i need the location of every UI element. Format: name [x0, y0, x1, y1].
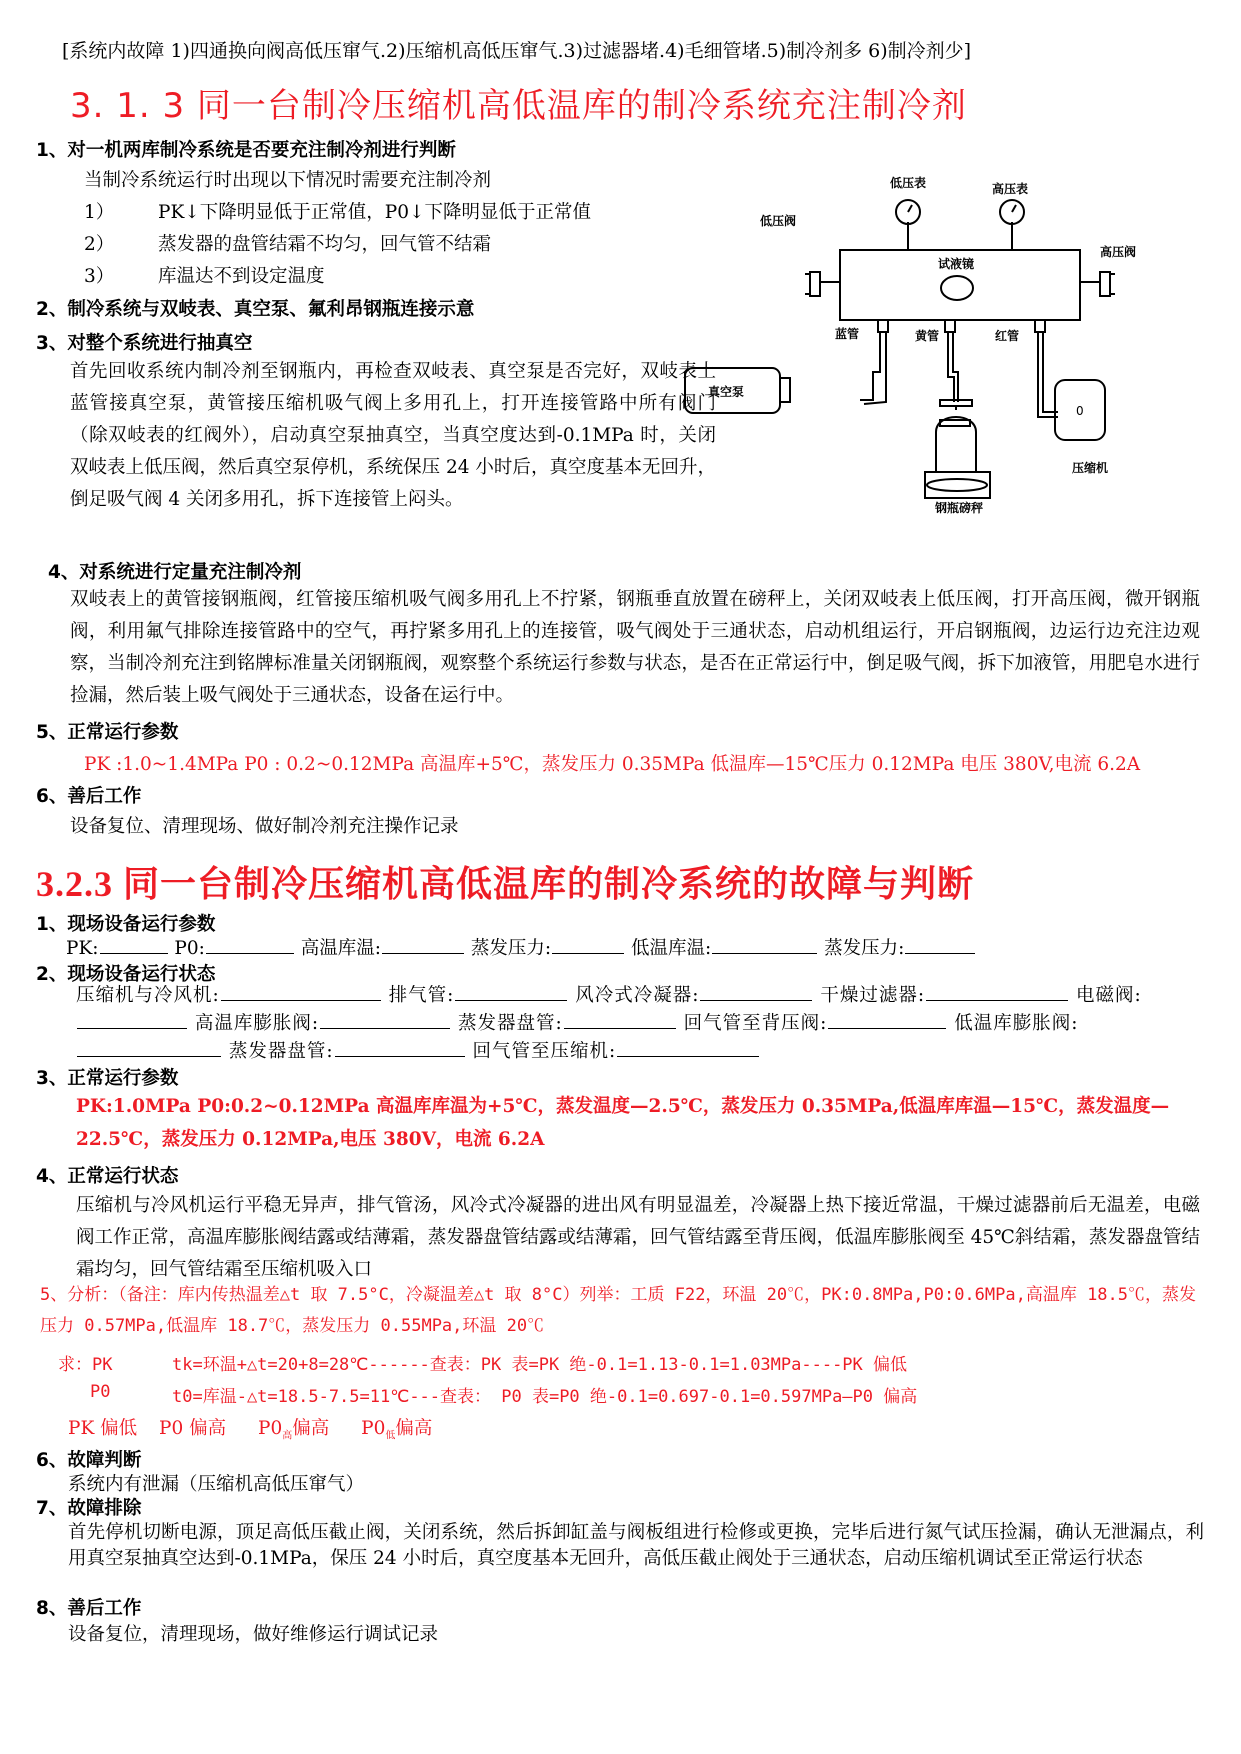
label-pk: PK:: [66, 938, 99, 959]
label-red-hose: 红管: [995, 329, 1020, 343]
s2-heading-6: 6、故障判断: [36, 1450, 142, 1471]
s2-heading-7: 7、故障排除: [36, 1498, 142, 1519]
charge-paragraph: 双岐表上的黄管接钢瓶阀，红管接压缩机吸气阀多用孔上不拧紧，钢瓶垂直放置在磅秤上，关闭双岐表上低压阀，打开高压阀，微开钢瓶阀，利用氟气排除连接管路中的空气，再拧紧多用孔上的连接管，吸气阀处于三通状态，启动机组运行，开启钢瓶阀，边运行边充注边观察，当制冷剂充注到铭牌标准量关闭钢瓶阀，观察整个系统运行参数与状态，是否在正常运行中，倒足吸气阀，拆下加液管，用肥皂水进行捡漏，然后装上吸气阀处于三通状态，设备在运行中。: [70, 589, 1200, 706]
label-blue-hose: 蓝管: [835, 327, 860, 341]
calc-pk: tk=环温+△t=20+8=28℃------查表：PK 表=PK 绝-0.1=1.13-0.1=1.03MPa----PK 偏低: [172, 1355, 908, 1375]
blue-hose: [860, 332, 880, 400]
list-item-3-num: 3）: [84, 266, 115, 287]
calc-pk-label: 求：PK: [58, 1355, 113, 1375]
heading-2-connection: 2、制冷系统与双岐表、真空泵、氟利昂钢瓶连接示意: [36, 299, 475, 320]
conclusion-p0-high: 偏高: [292, 1418, 330, 1439]
s2-heading-4: 4、正常运行状态: [36, 1166, 179, 1187]
conclusion-p0: P0 偏高: [159, 1418, 227, 1439]
list-item-2-text: 蒸发器的盘管结霜不均匀，回气管不结霜: [158, 234, 492, 255]
s2-fault-diagnosis: 系统内有泄漏（压缩机高低压窜气）: [68, 1474, 365, 1495]
label-evap-pressure-2: 蒸发压力:: [824, 938, 905, 959]
blank-high-temp[interactable]: [382, 935, 464, 954]
blank-pk[interactable]: [100, 935, 168, 954]
list-item-1-text: PK↓下降明显低于正常值，P0↓下降明显低于正常值: [158, 202, 591, 223]
s2-status-paragraph: 压缩机与冷风机运行平稳无异声，排气管汤，风冷式冷凝器的进出风有明显温差，冷凝器上热下接近常温，干燥过滤器前后无温差，电磁阀工作正常，高温库膨胀阀结露或结薄霜，蒸发器盘管结露或结薄霜，回气管结露至背压阀，低温库膨胀阀至 45℃斜结霜，蒸发器盘管结霜均匀，回气管结霜至压缩机吸入口: [76, 1195, 1200, 1280]
heading-6-aftercare: 6、善后工作: [36, 786, 142, 807]
s2-aftercare-text: 设备复位，清理现场，做好维修运行调试记录: [68, 1624, 439, 1645]
label-cylinder-scale: 钢瓶磅秤: [935, 501, 984, 515]
s2-heading-1: 1、现场设备运行参数: [36, 914, 216, 935]
blank-evap-pressure-1[interactable]: [552, 935, 624, 954]
sight-glass-icon: [941, 276, 973, 300]
list-item-2-num: 2）: [84, 234, 115, 255]
blank-low-temp[interactable]: [712, 935, 817, 954]
field-status-rows: 压缩机与冷风机: 排气管: 风冷式冷凝器: 干燥过滤器: 电磁阀: 高温库膨胀阀: 蒸发器盘管: 回气管至背压阀: 低温库膨胀阀: 蒸发器盘管: 回气管至压缩机:: [76, 982, 1206, 1066]
list-item-3-text: 库温达不到设定温度: [158, 266, 325, 287]
label-evap-pressure-1: 蒸发压力:: [470, 938, 552, 959]
label-low-temp: 低温库温:: [631, 938, 712, 959]
heading-4-charge: 4、对系统进行定量充注制冷剂: [48, 562, 302, 583]
section-title-3-1-3: 3. 1. 3 同一台制冷压缩机高低温库的制冷系统充注制冷剂: [70, 86, 967, 126]
label-compressor-mark: 0: [1076, 404, 1084, 418]
intro-text: 当制冷系统运行时出现以下情况时需要充注制冷剂: [84, 170, 492, 191]
s2-analysis-paragraph: 5、分析：（备注：库内传热温差△t 取 7.5°C，冷凝温差△t 取 8°C）列举：工质 F22，环温 20℃，PK:0.8MPa,P0:0.6MPa,高温库 18.5℃，蒸发压力 0.57MPa,低温库 18.7℃，蒸发压力 0.55MPa,环温 20℃: [40, 1285, 1197, 1336]
conclusion-line: PK 偏低 P0 偏高 $P0_高$偏高 $P0_低$偏高: [68, 1418, 433, 1442]
fault-list-note: [系统内故障 1)四通换向阀高低压窜气.2)压缩机高低压窜气.3)过滤器堵.4)毛细管堵.5)制冷剂多 6)制冷剂少]: [62, 40, 972, 62]
heading-3-vacuum: 3、对整个系统进行抽真空: [36, 333, 253, 354]
scale-icon: [925, 472, 990, 498]
s2-heading-2: 2、现场设备运行状态: [36, 964, 216, 985]
label-vacuum-pump: 真空泵: [708, 385, 745, 399]
label-p0: P0:: [174, 938, 205, 959]
vacuum-paragraph: 首先回收系统内制冷剂至钢瓶内，再检查双岐表、真空泵是否完好，双岐表上蓝管接真空泵，黄管接压缩机吸气阀上多用孔上，打开连接管路中所有阀门（除双岐表的红阀外），启动真空泵抽真空，当真空度达到-0.1MPa 时，关闭双岐表上低压阀，然后真空泵停机，系统保压 24 小时后，真空度基本无回升，倒足吸气阀 4 关闭多用孔，拆下连接管上闷头。: [70, 361, 716, 510]
label-high-valve: 高压阀: [1100, 245, 1137, 259]
s2-heading-8: 8、善后工作: [36, 1598, 142, 1619]
conclusion-p0-low: 偏高: [395, 1418, 433, 1439]
blank-evap-pressure-2[interactable]: [905, 935, 975, 954]
heading-5-params: 5、正常运行参数: [36, 722, 179, 743]
calc-p0: t0=库温-△t=18.5-7.5=11℃---查表： P0 表=P0 绝-0.1=0.697-0.1=0.597MPa—P0 偏高: [172, 1387, 918, 1407]
connection-diagram: [708, 172, 1160, 515]
blank-p0[interactable]: [206, 935, 294, 954]
label-compressor: 压缩机: [1072, 461, 1109, 475]
section-title-3-2-3: 3.2.3 同一台制冷压缩机高低温库的制冷系统的故障与判断: [36, 864, 975, 904]
list-item-1-num: 1）: [84, 202, 115, 223]
label-low-valve: 低压阀: [760, 214, 797, 228]
label-yellow-hose: 黄管: [915, 329, 940, 343]
aftercare-text: 设备复位、清理现场、做好制冷剂充注操作记录: [70, 816, 459, 837]
s2-heading-3: 3、正常运行参数: [36, 1068, 179, 1089]
params-line: PK :1.0~1.4MPa P0 : 0.2~0.12MPa 高温库+5℃，蒸发压力 0.35MPa 低温库—15℃压力 0.12MPa 电压 380V,电流 6.2A: [84, 754, 1141, 775]
conclusion-pk: PK 偏低: [68, 1418, 138, 1439]
field-params-row: [66, 934, 976, 960]
label-sight-glass: 试液镜: [938, 257, 975, 271]
calc-p0-label: P0: [90, 1382, 111, 1402]
label-high-gauge: 高压表: [992, 182, 1029, 196]
label-high-temp: 高温库温:: [300, 938, 381, 959]
heading-1-judgement: 1、对一机两库制冷系统是否要充注制冷剂进行判断: [36, 140, 456, 161]
label-low-gauge: 低压表: [890, 176, 927, 190]
s2-params-paragraph: PK:1.0MPa P0:0.2~0.12MPa 高温库库温为+5℃，蒸发温度—2.5℃，蒸发压力 0.35MPa,低温库库温—15℃，蒸发温度—22.5℃，蒸发压力 0.12MPa,电压 380V，电流 6.2A: [76, 1096, 1170, 1150]
s2-troubleshoot-paragraph: 首先停机切断电源，顶足高低压截止阀，关闭系统，然后拆卸缸盖与阀板组进行检修或更换，完毕后进行氮气试压捡漏，确认无泄漏点，利用真空泵抽真空达到-0.1MPa，保压 24 小时后，真空度基本无回升，高低压截止阀处于三通状态，启动压缩机调试至正常运行状态: [68, 1522, 1204, 1569]
